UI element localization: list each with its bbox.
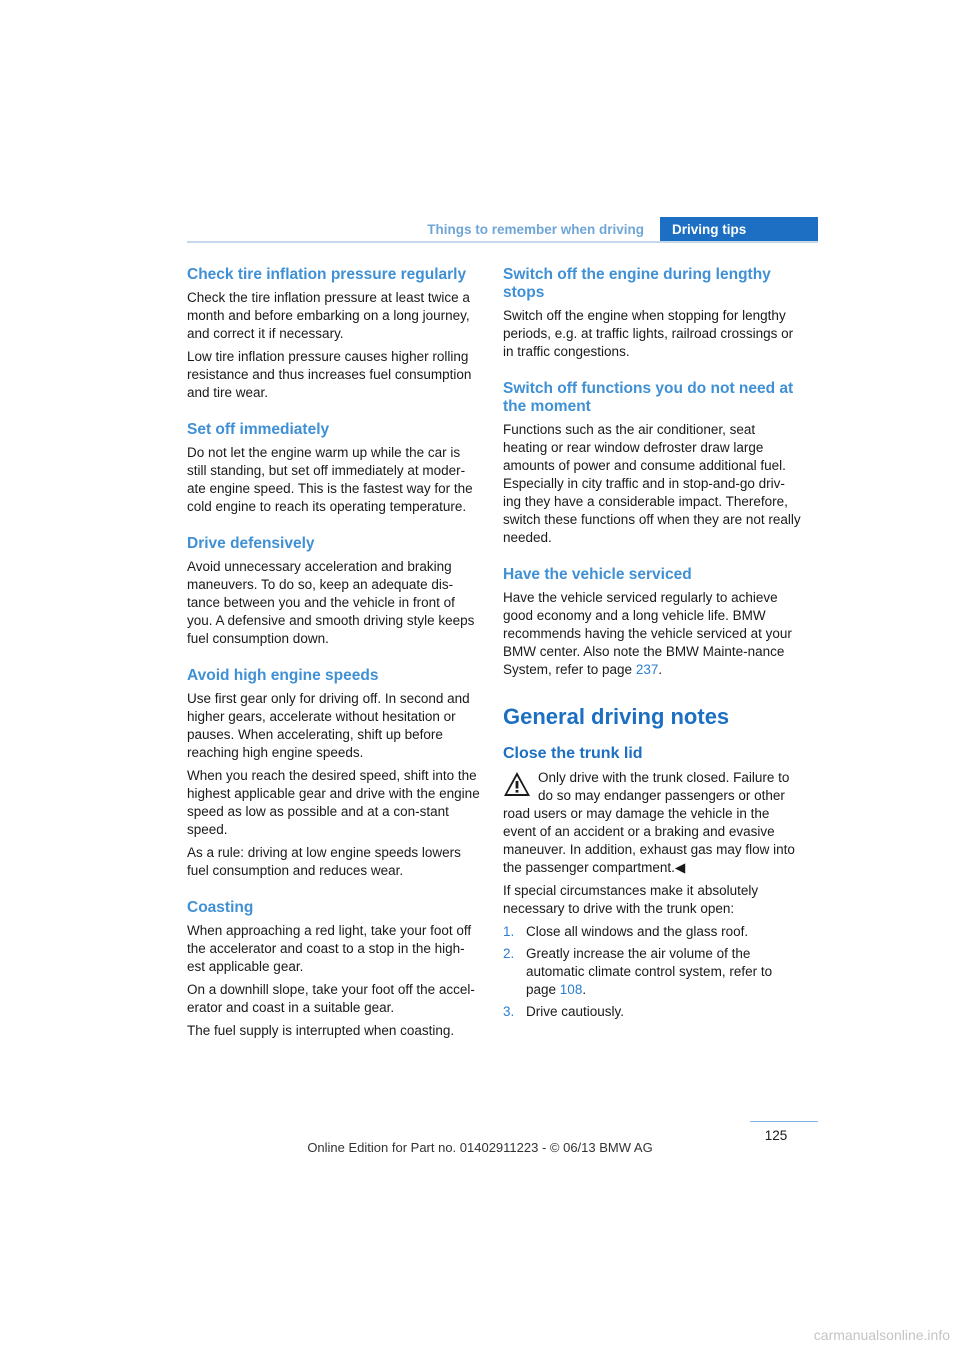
- text: Only drive with the trunk closed. Failure to do so may endanger passengers or other road users or may damage the vehicle in the event of an accident or a braking and evasive maneuver. In addition, exhaust gas may flow into the passenger compartment.: [503, 770, 795, 875]
- heading-switch-off-engine: Switch off the engine during lengthy stops: [503, 266, 771, 301]
- heading-set-off-immediately: Set off immediately: [187, 421, 330, 438]
- left-column: [187, 266, 481, 1045]
- step-number: 2.: [503, 946, 515, 961]
- warning-text: [503, 769, 801, 877]
- paragraph: When you reach the desired speed, shift into the highest applicable gear and drive with the engine speed as low as possible and at a con-stant speed.: [187, 768, 480, 837]
- page-number-rule: [750, 1121, 818, 1122]
- step-text: Greatly increase the air volume of the automatic climate control system, refer to page: [526, 946, 773, 997]
- list-item: [503, 945, 801, 999]
- right-column: [503, 266, 801, 1025]
- warning-block: [503, 769, 801, 877]
- end-mark-icon: ◀: [674, 860, 686, 875]
- heading-drive-defensively: Drive defensively: [187, 535, 315, 552]
- text: .: [658, 662, 663, 677]
- heading-check-tire-pressure: Check tire inflation pressure regularly: [187, 266, 467, 283]
- running-header-chapter-tab: Driving tips: [660, 217, 818, 243]
- paragraph: Check the tire inflation pressure at least twice a month and before embarking on a long journey, and correct it if necessary.: [187, 290, 470, 341]
- warning-triangle-icon: [503, 771, 531, 797]
- running-header-section: Things to remember when driving: [427, 222, 644, 237]
- edition-footer: Online Edition for Part no. 01402911223 - © 06/13 BMW AG: [307, 1140, 653, 1155]
- step-text: Close all windows and the glass roof.: [526, 924, 749, 939]
- paragraph: When approaching a red light, take your foot off the accelerator and coast to a stop in the high-est applicable gear.: [187, 923, 472, 974]
- list-item: [503, 1003, 801, 1021]
- steps-list: [503, 923, 801, 1021]
- watermark: carmanualsonline.info: [813, 1327, 950, 1343]
- paragraph: On a downhill slope, take your foot off the accel-erator and coast in a suitable gear.: [187, 982, 475, 1015]
- step-number: 1.: [503, 924, 515, 939]
- paragraph: Avoid unnecessary acceleration and braking maneuvers. To do so, keep an adequate dis-tance between you and the vehicle in front of you. A defensive and smooth driving style keeps fuel consumption down.: [187, 559, 475, 646]
- heading-vehicle-serviced: Have the vehicle serviced: [503, 566, 692, 583]
- heading-close-trunk-lid: Close the trunk lid: [503, 745, 643, 762]
- header-rule: [187, 241, 818, 243]
- step-number: 3.: [503, 1004, 515, 1019]
- paragraph: Low tire inflation pressure causes higher rolling resistance and thus increases fuel consumption and tire wear.: [187, 349, 472, 400]
- paragraph: [503, 589, 801, 679]
- paragraph: Use first gear only for driving off. In second and higher gears, accelerate without hesitation or pauses. When accelerating, shift up before reaching high engine speeds.: [187, 691, 470, 760]
- text: .: [582, 982, 587, 997]
- page-link-108[interactable]: 108: [559, 982, 583, 997]
- paragraph: Switch off the engine when stopping for lengthy periods, e.g. at traffic lights, railroad crossings or in traffic congestions.: [503, 308, 794, 359]
- page-link-237[interactable]: 237: [635, 662, 659, 677]
- paragraph: As a rule: driving at low engine speeds lowers fuel consumption and reduces wear.: [187, 845, 461, 878]
- text: Have the vehicle serviced regularly to achieve good economy and a long vehicle life. BMW recommends having the vehicle serviced at your BMW center. Also note the BMW Mainte-nance System, refer to page: [503, 590, 792, 677]
- step-text: Drive cautiously.: [526, 1004, 625, 1019]
- title-general-driving-notes: General driving notes: [503, 704, 730, 729]
- list-item: [503, 923, 801, 941]
- paragraph: Do not let the engine warm up while the car is still standing, but set off immediately at moder-ate engine speed. This is the fastest way for the cold engine to reach its operating temperature.: [187, 445, 473, 514]
- heading-switch-off-functions: Switch off functions you do not need at the moment: [503, 380, 794, 415]
- heading-coasting: Coasting: [187, 899, 254, 916]
- heading-avoid-high-engine-speeds: Avoid high engine speeds: [187, 667, 379, 684]
- paragraph: The fuel supply is interrupted when coasting.: [187, 1023, 455, 1038]
- paragraph: Functions such as the air conditioner, seat heating or rear window defroster draw large amounts of power and consume additional fuel. Especially in city traffic and in stop-and-go driv-ing they have a considerable impact. Therefore, switch these functions off when they are not really needed.: [503, 422, 801, 545]
- paragraph: If special circumstances make it absolutely necessary to drive with the trunk open:: [503, 883, 759, 916]
- page-number: 125: [764, 1128, 788, 1143]
